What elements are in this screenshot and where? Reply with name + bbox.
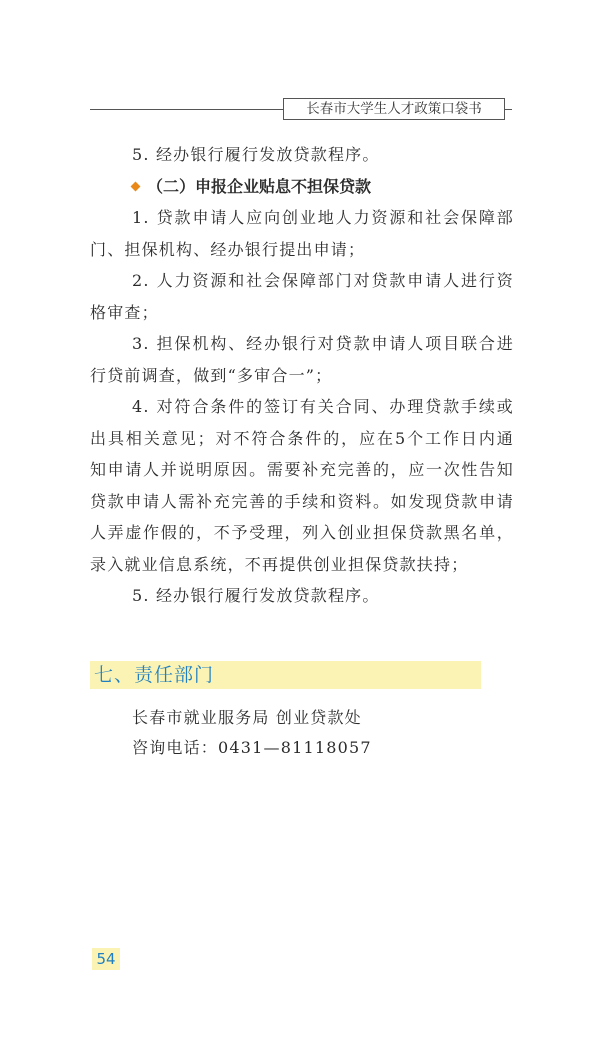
department-info	[132, 703, 372, 763]
page-header	[90, 98, 512, 120]
paragraph: 5. 经办银行履行发放贷款程序。	[132, 145, 380, 164]
header-title: 长春市大学生人才政策口袋书	[283, 98, 505, 120]
page-number: 54	[92, 948, 120, 970]
list-item: 2. 人力资源和社会保障部门对贷款申请人进行资格审查；	[90, 271, 514, 322]
section-heading	[90, 661, 481, 689]
department-name: 长春市就业服务局 创业贷款处	[132, 708, 362, 727]
list-item: 3. 担保机构、经办银行对贷款申请人项目联合进行贷前调查，做到“多审合一”；	[90, 334, 514, 385]
subheading-text: （二）申报企业贴息不担保贷款	[147, 176, 372, 196]
list-item: 1. 贷款申请人应向创业地人力资源和社会保障部门、担保机构、经办银行提出申请；	[90, 208, 514, 259]
section-title: 七、责任部门	[94, 664, 215, 686]
main-content	[90, 139, 514, 612]
list-item: 4. 对符合条件的签订有关合同、办理贷款手续或出具相关意见；对不符合条件的，应在5个工作日内通知申请人并说明原因。需要补充完善的，应一次性告知贷款申请人需补充完善的手续和资料。如发现贷款申请人弄虚作假的，不予受理，列入创业担保贷款黑名单，录入就业信息系统，不再提供创业担保贷款扶持；	[90, 397, 514, 574]
list-item: 5. 经办银行履行发放贷款程序。	[132, 586, 380, 605]
subheading	[90, 171, 514, 203]
diamond-bullet-icon	[131, 181, 141, 191]
consultation-phone: 咨询电话：0431—81118057	[132, 738, 372, 757]
